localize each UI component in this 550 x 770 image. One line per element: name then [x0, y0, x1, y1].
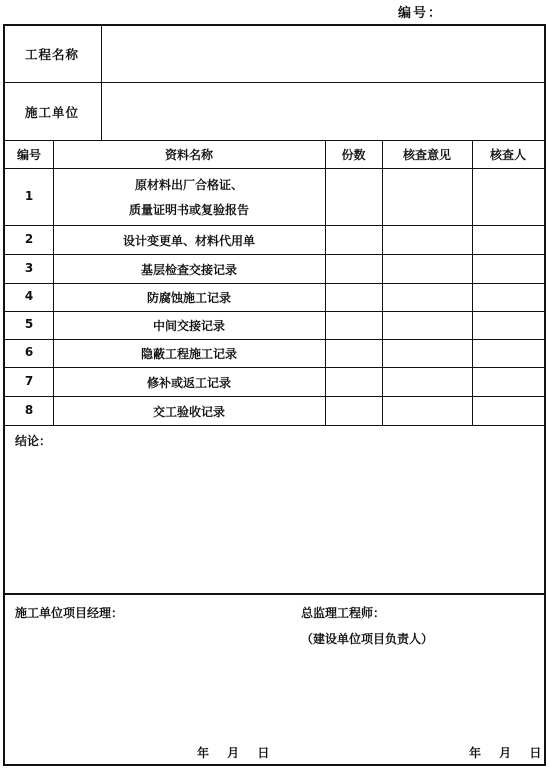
- document-name: 设计变更单、材料代用单: [122, 234, 255, 248]
- column-header-number: 编号: [16, 148, 41, 162]
- manager-sign-date: 年 月 日: [197, 746, 270, 760]
- column-header-reviewer: 核查人: [489, 148, 526, 162]
- construction-unit-label: 施工单位: [25, 105, 80, 120]
- divider: [325, 140, 326, 425]
- divider: [5, 593, 544, 595]
- divider: [5, 396, 544, 397]
- conclusion-label: 结论：: [15, 434, 52, 448]
- document-name: 交工验收记录: [152, 405, 225, 419]
- document-name: 原材料出厂合格证、: [134, 178, 243, 192]
- divider: [5, 225, 544, 226]
- row-number: 4: [24, 289, 34, 303]
- row-number: 7: [24, 374, 34, 388]
- column-header-review-opinion: 核查意见: [402, 148, 451, 162]
- divider: [5, 82, 544, 83]
- row-number: 5: [24, 317, 34, 331]
- document-name: 修补或返工记录: [146, 376, 231, 390]
- divider: [5, 168, 544, 169]
- divider: [472, 140, 473, 425]
- divider: [101, 26, 102, 140]
- row-number: 2: [24, 232, 34, 246]
- document-name: 防腐蚀施工记录: [146, 291, 231, 305]
- document-name: 中间交接记录: [152, 319, 225, 333]
- row-number: 6: [24, 345, 34, 359]
- document-name: 基层检查交接记录: [140, 263, 237, 277]
- divider: [5, 367, 544, 368]
- divider: [5, 283, 544, 284]
- divider: [382, 140, 383, 425]
- column-header-copies: 份数: [341, 148, 366, 162]
- column-header-document-name: 资料名称: [164, 148, 213, 162]
- row-number: 1: [24, 189, 34, 203]
- chief-supervisor-label: 总监理工程师：: [301, 606, 386, 620]
- row-number: 8: [24, 403, 34, 417]
- document-name: 隐蔽工程施工记录: [140, 347, 237, 361]
- divider: [5, 339, 544, 340]
- divider: [5, 140, 544, 141]
- owner-representative-label: （建设单位项目负责人）: [301, 632, 434, 646]
- inspection-form: [3, 24, 546, 766]
- divider: [5, 311, 544, 312]
- project-name-label: 工程名称: [25, 47, 80, 62]
- supervisor-sign-date: 年 月 日: [469, 746, 542, 760]
- construction-manager-label: 施工单位项目经理：: [15, 606, 124, 620]
- divider: [5, 425, 544, 426]
- row-number: 3: [24, 261, 34, 275]
- divider: [5, 254, 544, 255]
- document-number-label: 编号：: [398, 6, 444, 21]
- document-name: 质量证明书或复验报告: [128, 203, 249, 217]
